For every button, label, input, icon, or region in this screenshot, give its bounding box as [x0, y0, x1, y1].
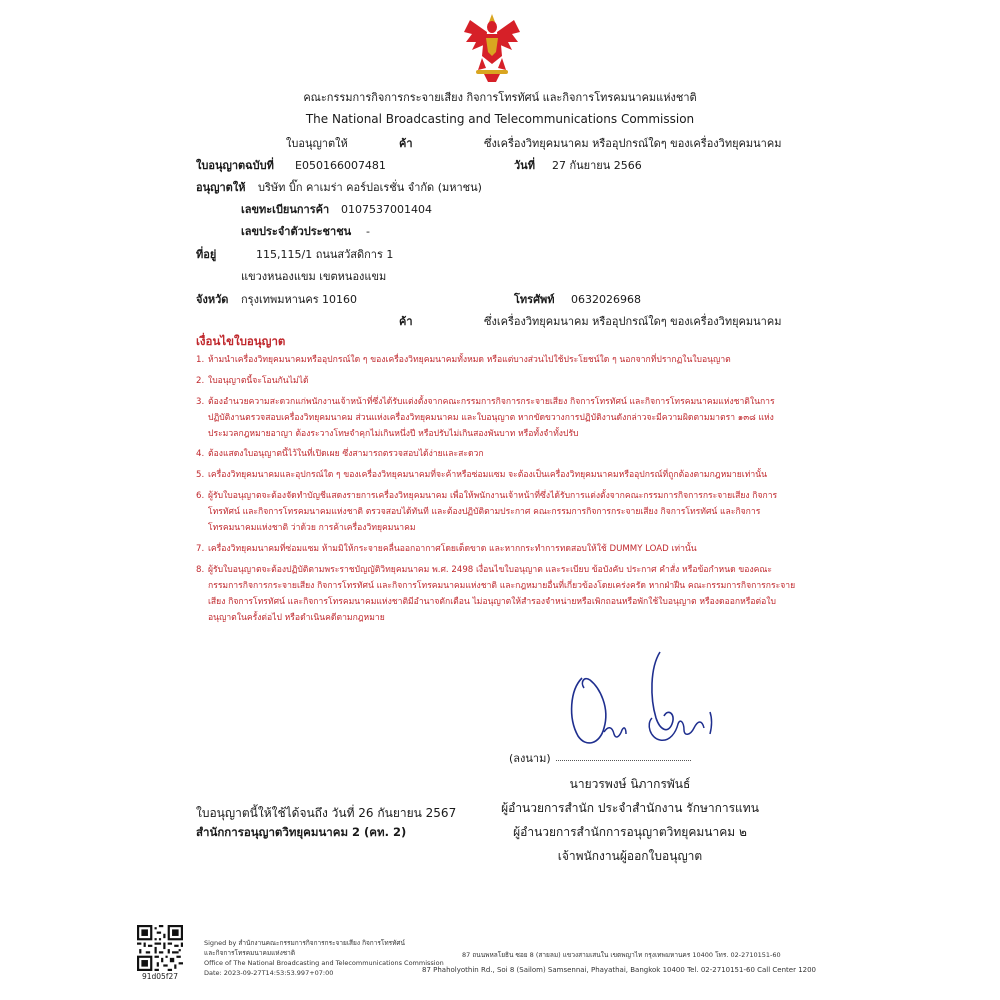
condition-number: 4. — [196, 449, 205, 459]
grantee-label: อนุญาตให้ — [196, 181, 246, 194]
license-date-label: วันที่ — [514, 159, 535, 172]
condition-number: 6. — [196, 491, 205, 501]
condition-item-2 — [196, 373, 796, 389]
valid-until: ใบอนุญาตนี้ให้ใช้ได้จนถึง วันที่ 26 กันยายน 2567 — [196, 806, 457, 820]
province-label: จังหวัด — [196, 293, 229, 306]
trade-row-label: ค้า — [399, 315, 413, 328]
citizen-id-number: - — [366, 225, 370, 238]
garuda-emblem — [460, 12, 524, 86]
signature-date: Date: 2023-09-27T14:53:53.997+07:00 — [204, 969, 334, 977]
citizen-id-label: เลขประจำตัวประชาชน — [241, 225, 352, 238]
address-line-1: 115,115/1 ถนนสวัสดิการ 1 — [256, 248, 394, 261]
signed-by: Signed by สำนักงานคณะกรรมการกิจการกระจายเสียง กิจการโทรทัศน์ — [204, 939, 406, 947]
trade-row-description: ซึ่งเครื่องวิทยุคมนาคม หรืออุปกรณ์ใดๆ ของเครื่องวิทยุคมนาคม — [484, 315, 782, 328]
condition-item-5 — [196, 467, 796, 483]
signed-by-2: และกิจการโทรคมนาคมแห่งชาติ — [204, 949, 296, 957]
condition-text: ต้องอำนวยความสะดวกแก่พนักงานเจ้าหน้าที่ซึ่งได้รับแต่งตั้งจากคณะกรรมการกิจการกระจายเสียง กิจการโทรทัศน์ และกิจการโทรคมนาคมแห่งชาติในการปฏิบัติงานตรวจสอบเครื่องวิทยุคมนาคม ส่วนแห่งเครื่องวิทยุคมนาคม และใบอนุญาต หากขัดขวางการปฏิบัติงานดังกล่าวจะมีความผิดตามมาตรา ๑๓๘ แห่งประมวลกฎหมายอาญา ต้องระวางโทษจำคุกไม่เกินหนึ่งปี หรือปรับไม่เกินสองพันบาท หรือทั้งจำทั้งปรับ — [208, 397, 775, 439]
condition-text: เครื่องวิทยุคมนาคมและอุปกรณ์ใด ๆ ของเครื่องวิทยุคมนาคมที่จะค้าหรือซ่อมแซม จะต้องเป็นเครื่องวิทยุคมนาคมหรืออุปกรณ์ที่ถูกต้องตามกฎหมายเท่านั้น — [208, 470, 767, 480]
address-label: ที่อยู่ — [196, 248, 217, 261]
signatory-name: นายวรพงษ์ นิภากรพันธ์ — [569, 777, 691, 791]
office-english: Office of The National Broadcasting and Telecommunications Commission — [204, 959, 444, 967]
trade-label: ค้า — [399, 137, 413, 150]
org-name-thai: คณะกรรมการกิจการกระจายเสียง กิจการโทรทัศน์ และกิจการโทรคมนาคมแห่งชาติ — [303, 91, 697, 104]
org-name-english: The National Broadcasting and Telecommunications Commission — [305, 112, 695, 126]
condition-text: ต้องแสดงใบอนุญาตนี้ไว้ในที่เปิดเผย ซึ่งสามารถตรวจสอบได้ง่ายและสะดวก — [208, 449, 484, 459]
condition-text: ผู้รับใบอนุญาตจะต้องปฏิบัติตามพระราชบัญญัติวิทยุคมนาคม พ.ศ. 2498 เงื่อนไขใบอนุญาต และระเบียบ ข้อบังคับ ประกาศ คำสั่ง หรือข้อกำหนด ของคณะกรรมการกิจการกระจายเสียง กิจการโทรทัศน์ และกิจการโทรคมนาคมแห่งชาติ และกฎหมายอื่นที่เกี่ยวข้องโดยเคร่งครัด หากฝ่าฝืน คณะกรรมการกิจการกระจายเสียง กิจการโทรทัศน์ และกิจการโทรคมนาคมแห่งชาติมีอำนาจตักเตือน ไม่อนุญาตให้สำรองจำหน่ายหรือเพิกถอนหรือพักใช้ใบอนุญาต หรืองดออกหรือต่อใบอนุญาตในครั้งต่อไป หรือดำเนินคดีตามกฎหมาย — [208, 565, 796, 623]
trade-registration-label: เลขทะเบียนการค้า — [241, 203, 330, 216]
sign-label: (ลงนาม) — [509, 752, 551, 765]
condition-item-6 — [196, 488, 796, 536]
license-number-label: ใบอนุญาตฉบับที่ — [196, 159, 274, 172]
grantee-name: บริษัท บิ๊ก คาเมร่า คอร์ปอเรชั่น จำกัด (มหาชน) — [258, 181, 482, 194]
condition-text: เครื่องวิทยุคมนาคมที่ซ่อมแซม ห้ามมิให้กระจายคลื่นออกอากาศโดยเด็ดขาด และหากกระทำการทดสอบให้ใช้ DUMMY LOAD เท่านั้น — [208, 544, 697, 554]
license-description: ซึ่งเครื่องวิทยุคมนาคม หรืออุปกรณ์ใดๆ ของเครื่องวิทยุคมนาคม — [484, 137, 782, 150]
condition-number: 3. — [196, 397, 205, 407]
province-name: กรุงเทพมหานคร — [241, 293, 319, 306]
license-number: E050166007481 — [295, 159, 386, 172]
issuing-office: สำนักการอนุญาตวิทยุคมนาคม 2 (คท. 2) — [196, 825, 407, 839]
license-date: 27 กันยายน 2566 — [552, 159, 642, 172]
condition-item-1 — [196, 352, 796, 368]
phone-label: โทรศัพท์ — [514, 293, 555, 306]
footer-address-thai: 87 ถนนพหลโยธิน ซอย 8 (สายลม) แขวงสามเสนใน เขตพญาไท กรุงเทพมหานคร 10400 โทร. 02-2710151-60 — [462, 951, 781, 959]
condition-item-7 — [196, 541, 796, 557]
condition-text: ผู้รับใบอนุญาตจะต้องจัดทำบัญชีแสดงรายการเครื่องวิทยุคมนาคม เพื่อให้พนักงานเจ้าหน้าที่ซึ่งได้รับการแต่งตั้งจากคณะกรรมการกิจการกระจายเสียง กิจการโทรทัศน์ และกิจการโทรคมนาคมแห่งชาติ ตรวจสอบได้ทันที และต้องปฏิบัติตามประกาศ คณะกรรมการกิจการกระจายเสียง กิจการโทรทัศน์ และกิจการโทรคมนาคมแห่งชาติ ว่าด้วย การค้าเครื่องวิทยุคมนาคม — [208, 491, 778, 533]
postcode: 10160 — [322, 293, 357, 306]
condition-text: ใบอนุญาตนี้จะโอนกันไม่ได้ — [208, 376, 309, 386]
handwritten-signature — [560, 648, 730, 758]
condition-number: 5. — [196, 470, 205, 480]
condition-number: 2. — [196, 376, 205, 386]
condition-text: ห้ามนำเครื่องวิทยุคมนาคมหรืออุปกรณ์ใด ๆ ของเครื่องวิทยุคมนาคมทั้งหมด หรือแต่บางส่วนไปใช้ประโยชน์ใด ๆ นอกจากที่ปรากฏในใบอนุญาต — [208, 355, 731, 365]
condition-number: 8. — [196, 565, 205, 575]
footer-address-english: 87 Phaholyothin Rd., Soi 8 (Sailom) Samsennai, Phayathai, Bangkok 10400 Tel. 02-2710151-60 Call Center 1200 — [422, 966, 817, 974]
signatory-title-3: เจ้าพนักงานผู้ออกใบอนุญาต — [557, 849, 703, 863]
qr-code-id: 91d05f27 — [141, 972, 179, 981]
address-line-2: แขวงหนองแขม เขตหนองแขม — [241, 270, 387, 283]
trade-registration-number: 0107537001404 — [341, 203, 432, 216]
condition-item-4 — [196, 446, 796, 462]
condition-item-3 — [196, 394, 796, 442]
phone-number: 0632026968 — [571, 293, 641, 306]
condition-number: 1. — [196, 355, 205, 365]
condition-item-8 — [196, 562, 796, 626]
signature-line — [556, 760, 691, 761]
signatory-title-2: ผู้อำนวยการสำนักการอนุญาตวิทยุคมนาคม ๒ — [513, 825, 747, 839]
conditions-heading: เงื่อนไขใบอนุญาต — [196, 334, 286, 348]
license-to-label: ใบอนุญาตให้ — [286, 137, 348, 150]
qr-code[interactable] — [137, 925, 183, 971]
condition-number: 7. — [196, 544, 205, 554]
signatory-title-1: ผู้อำนวยการสำนัก ประจำสำนักงาน รักษาการแทน — [501, 801, 759, 815]
